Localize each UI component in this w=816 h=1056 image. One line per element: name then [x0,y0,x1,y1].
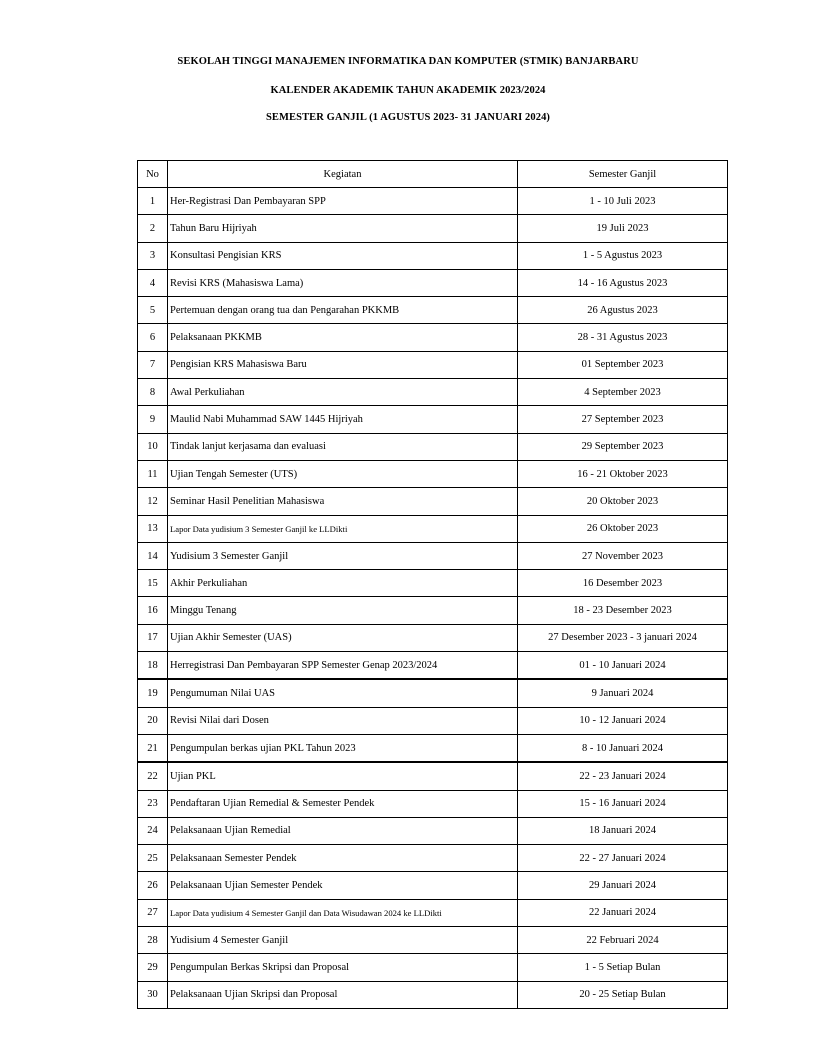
row-number: 23 [138,790,168,817]
row-number: 10 [138,433,168,460]
row-number: 2 [138,215,168,242]
row-number: 8 [138,379,168,406]
row-kegiatan: Yudisium 3 Semester Ganjil [168,542,518,569]
row-number: 27 [138,899,168,926]
row-kegiatan: Ujian Akhir Semester (UAS) [168,624,518,651]
row-waktu: 10 - 12 Januari 2024 [518,707,728,734]
calendar-title: KALENDER AKADEMIK TAHUN AKADEMIK 2023/2024 [270,85,546,96]
column-header-no: No [138,161,168,188]
row-kegiatan: Yudisium 4 Semester Ganjil [168,927,518,954]
row-waktu: 18 Januari 2024 [518,817,728,844]
row-waktu: 14 - 16 Agustus 2023 [518,269,728,296]
row-waktu: 19 Juli 2023 [518,215,728,242]
row-waktu: 20 - 25 Setiap Bulan [518,981,728,1008]
row-number: 4 [138,269,168,296]
row-waktu: 20 Oktober 2023 [518,488,728,515]
row-kegiatan: Awal Perkuliahan [168,379,518,406]
row-kegiatan: Pelaksanaan Ujian Skripsi dan Proposal [168,981,518,1008]
row-number: 26 [138,872,168,899]
row-number: 7 [138,351,168,378]
row-kegiatan: Pengumpulan berkas ujian PKL Tahun 2023 [168,734,518,762]
row-kegiatan: Pelaksanaan Ujian Semester Pendek [168,872,518,899]
table-row [138,406,728,433]
table-row [138,734,728,762]
row-waktu: 1 - 10 Juli 2023 [518,188,728,215]
table-row [138,215,728,242]
row-number: 6 [138,324,168,351]
row-number: 20 [138,707,168,734]
table-row [138,790,728,817]
row-waktu: 16 Desember 2023 [518,570,728,597]
table-row [138,652,728,680]
row-waktu: 16 - 21 Oktober 2023 [518,460,728,487]
table-row [138,624,728,651]
row-number: 11 [138,460,168,487]
row-waktu: 22 - 27 Januari 2024 [518,845,728,872]
table-row [138,488,728,515]
row-waktu: 29 September 2023 [518,433,728,460]
column-header-semester: Semester Ganjil [518,161,728,188]
table-row [138,981,728,1008]
table-row [138,570,728,597]
table-row [138,188,728,215]
semester-title: SEMESTER GANJIL (1 AGUSTUS 2023- 31 JANUARI 2024) [265,112,551,123]
row-number: 12 [138,488,168,515]
row-waktu: 22 - 23 Januari 2024 [518,762,728,790]
academic-calendar-table [137,160,728,1009]
row-number: 16 [138,597,168,624]
row-kegiatan: Tahun Baru Hijriyah [168,215,518,242]
row-kegiatan: Akhir Perkuliahan [168,570,518,597]
row-waktu: 22 Februari 2024 [518,927,728,954]
table-row [138,872,728,899]
table-row [138,927,728,954]
row-kegiatan: Ujian PKL [168,762,518,790]
row-kegiatan: Herregistrasi Dan Pembayaran SPP Semester Genap 2023/2024 [168,652,518,680]
row-waktu: 27 November 2023 [518,542,728,569]
row-number: 1 [138,188,168,215]
row-number: 15 [138,570,168,597]
table-row [138,597,728,624]
table-row [138,679,728,707]
row-kegiatan: Lapor Data yudisium 3 Semester Ganjil ke LLDikti [168,515,518,542]
row-waktu: 28 - 31 Agustus 2023 [518,324,728,351]
table-row [138,542,728,569]
row-kegiatan: Revisi Nilai dari Dosen [168,707,518,734]
row-kegiatan: Pelaksanaan Ujian Remedial [168,817,518,844]
table-row [138,351,728,378]
row-waktu: 29 Januari 2024 [518,872,728,899]
row-kegiatan: Pertemuan dengan orang tua dan Pengarahan PKKMB [168,297,518,324]
row-kegiatan: Seminar Hasil Penelitian Mahasiswa [168,488,518,515]
row-kegiatan: Maulid Nabi Muhammad SAW 1445 Hijriyah [168,406,518,433]
row-waktu: 22 Januari 2024 [518,899,728,926]
table-row [138,817,728,844]
row-waktu: 8 - 10 Januari 2024 [518,734,728,762]
column-header-kegiatan: Kegiatan [168,161,518,188]
row-number: 25 [138,845,168,872]
row-waktu: 18 - 23 Desember 2023 [518,597,728,624]
table-row [138,954,728,981]
table-row [138,707,728,734]
row-waktu: 15 - 16 Januari 2024 [518,790,728,817]
row-kegiatan: Pelaksanaan Semester Pendek [168,845,518,872]
row-waktu: 9 Januari 2024 [518,679,728,707]
row-waktu: 1 - 5 Agustus 2023 [518,242,728,269]
table-row [138,379,728,406]
row-number: 14 [138,542,168,569]
row-waktu: 27 Desember 2023 - 3 januari 2024 [518,624,728,651]
row-number: 18 [138,652,168,680]
row-kegiatan: Lapor Data yudisium 4 Semester Ganjil dan Data Wisudawan 2024 ke LLDikti [168,899,518,926]
row-kegiatan: Pengumuman Nilai UAS [168,679,518,707]
table-row [138,460,728,487]
row-waktu: 01 September 2023 [518,351,728,378]
row-number: 3 [138,242,168,269]
table-row [138,899,728,926]
row-kegiatan: Tindak lanjut kerjasama dan evaluasi [168,433,518,460]
row-waktu: 4 September 2023 [518,379,728,406]
row-kegiatan: Ujian Tengah Semester (UTS) [168,460,518,487]
table-row [138,762,728,790]
row-kegiatan: Pengisian KRS Mahasiswa Baru [168,351,518,378]
document-title: SEKOLAH TINGGI MANAJEMEN INFORMATIKA DAN KOMPUTER (STMIK) BANJARBARU [177,56,639,67]
table-row [138,845,728,872]
table-header-row [138,161,728,188]
row-number: 28 [138,927,168,954]
table-row [138,297,728,324]
row-number: 21 [138,734,168,762]
row-kegiatan: Pengumpulan Berkas Skripsi dan Proposal [168,954,518,981]
table-row [138,242,728,269]
row-number: 13 [138,515,168,542]
row-waktu: 1 - 5 Setiap Bulan [518,954,728,981]
row-number: 9 [138,406,168,433]
row-waktu: 27 September 2023 [518,406,728,433]
table-row [138,324,728,351]
row-kegiatan: Her-Registrasi Dan Pembayaran SPP [168,188,518,215]
table-row [138,433,728,460]
row-number: 22 [138,762,168,790]
row-number: 29 [138,954,168,981]
row-number: 5 [138,297,168,324]
table-row [138,269,728,296]
row-waktu: 26 Oktober 2023 [518,515,728,542]
row-kegiatan: Pelaksanaan PKKMB [168,324,518,351]
row-waktu: 26 Agustus 2023 [518,297,728,324]
row-number: 19 [138,679,168,707]
row-kegiatan: Pendaftaran Ujian Remedial & Semester Pendek [168,790,518,817]
row-kegiatan: Konsultasi Pengisian KRS [168,242,518,269]
row-waktu: 01 - 10 Januari 2024 [518,652,728,680]
row-kegiatan: Minggu Tenang [168,597,518,624]
row-kegiatan: Revisi KRS (Mahasiswa Lama) [168,269,518,296]
row-number: 30 [138,981,168,1008]
row-number: 17 [138,624,168,651]
row-number: 24 [138,817,168,844]
table-row [138,515,728,542]
